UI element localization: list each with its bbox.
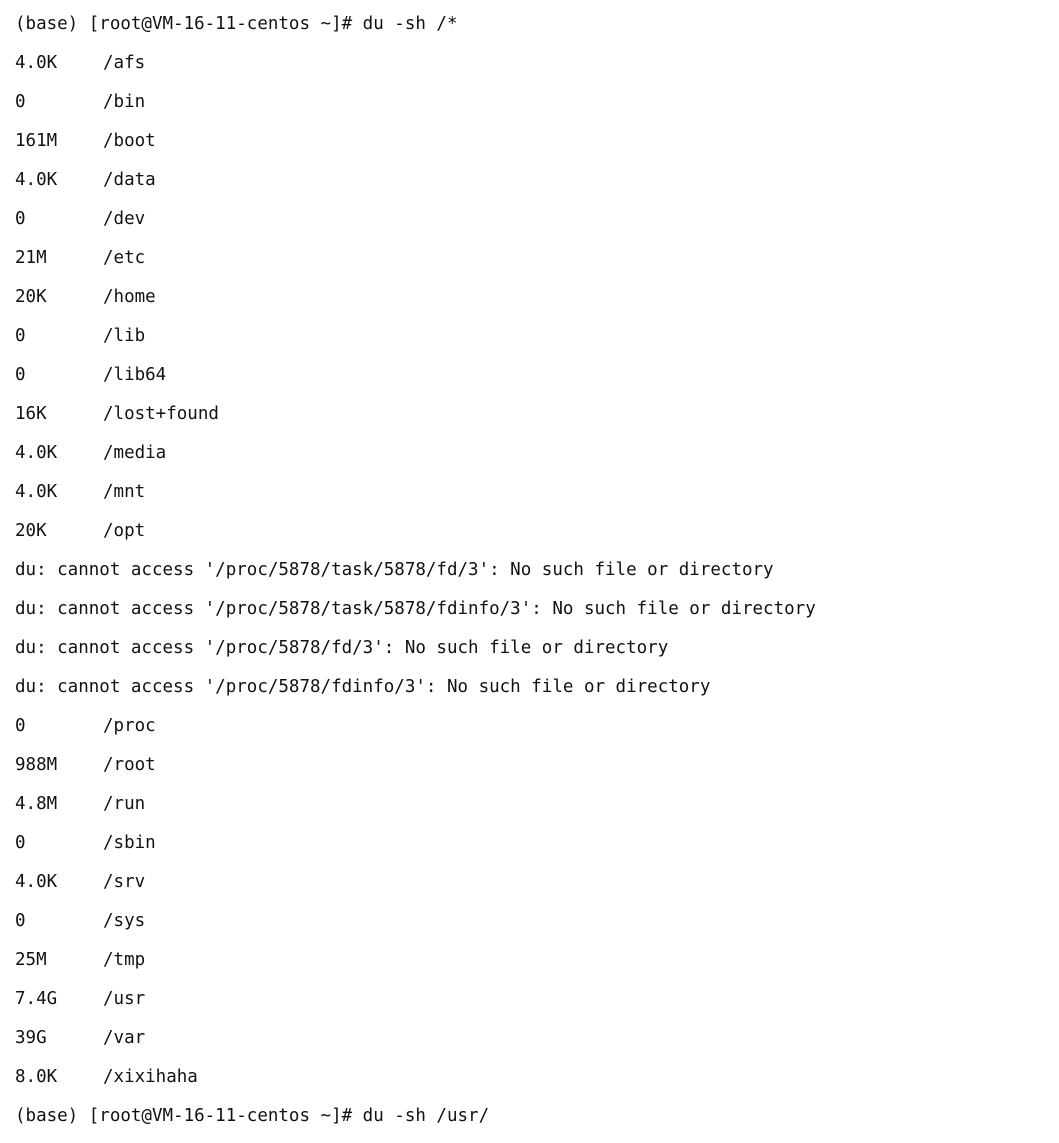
du-entry [15,948,1045,987]
entry-size: 161M [15,131,58,151]
entry-path: /afs [103,53,146,73]
du-entry [15,129,1045,168]
du-entry [15,207,1045,246]
entry-path: /mnt [103,482,146,502]
entry-size: 4.0K [15,872,58,892]
du-entry [15,792,1045,831]
entry-size: 0 [15,365,26,385]
du-entry [15,987,1045,1026]
entry-size: 988M [15,755,58,775]
du-entry [15,246,1045,285]
du-entry [15,519,1045,558]
du-entry [15,363,1045,402]
terminal-output[interactable] [15,12,1045,1143]
entry-size: 0 [15,326,26,346]
entry-path: /lib64 [103,365,167,385]
entry-path: /tmp [103,950,146,970]
entry-size: 8.0K [15,1067,58,1087]
entry-size: 4.0K [15,170,58,190]
entry-size: 0 [15,716,26,736]
error-line: du: cannot access '/proc/5878/task/5878/fd/3': No such file or directory [15,560,774,580]
du-entry [15,753,1045,792]
entry-size: 7.4G [15,989,58,1009]
entry-path: /sbin [103,833,156,853]
du-entry [15,168,1045,207]
entry-path: /lost+found [103,404,219,424]
entry-size: 0 [15,92,26,112]
entry-size: 39G [15,1028,47,1048]
entry-path: /root [103,755,156,775]
entry-path: /boot [103,131,156,151]
du-entry [15,90,1045,129]
entry-path: /var [103,1028,146,1048]
entry-size: 0 [15,209,26,229]
entry-size: 20K [15,287,47,307]
entry-path: /media [103,443,167,463]
du-entry [15,441,1045,480]
entry-path: /sys [103,911,146,931]
du-entry [15,285,1045,324]
error-line: du: cannot access '/proc/5878/fdinfo/3': No such file or directory [15,677,711,697]
du-entry [15,714,1045,753]
entry-path: /proc [103,716,156,736]
entry-size: 4.8M [15,794,58,814]
du-entry [15,831,1045,870]
entry-path: /home [103,287,156,307]
entry-size: 20K [15,521,47,541]
entry-path: /xixihaha [103,1067,198,1087]
entry-path: /srv [103,872,146,892]
entry-path: /usr [103,989,146,1009]
du-entry [15,1026,1045,1065]
du-entry [15,1065,1045,1104]
entry-size: 4.0K [15,482,58,502]
entry-size: 0 [15,911,26,931]
entry-size: 4.0K [15,53,58,73]
entry-size: 4.0K [15,443,58,463]
entry-path: /bin [103,92,146,112]
du-entry [15,909,1045,948]
entry-size: 0 [15,833,26,853]
entry-size: 21M [15,248,47,268]
du-entry [15,51,1045,90]
next-prompt-line: (base) [root@VM-16-11-centos ~]# du -sh /usr/ [15,1106,490,1126]
entry-path: /opt [103,521,146,541]
entry-path: /lib [103,326,146,346]
du-entry [15,870,1045,909]
entry-path: /run [103,794,146,814]
entry-path: /data [103,170,156,190]
entry-size: 16K [15,404,47,424]
entry-size: 25M [15,950,47,970]
du-entry [15,480,1045,519]
error-line: du: cannot access '/proc/5878/fd/3': No such file or directory [15,638,669,658]
entry-path: /etc [103,248,146,268]
du-entry [15,324,1045,363]
error-line: du: cannot access '/proc/5878/task/5878/fdinfo/3': No such file or directory [15,599,816,619]
prompt-line: (base) [root@VM-16-11-centos ~]# du -sh /* [15,14,458,34]
du-entry [15,402,1045,441]
entry-path: /dev [103,209,146,229]
